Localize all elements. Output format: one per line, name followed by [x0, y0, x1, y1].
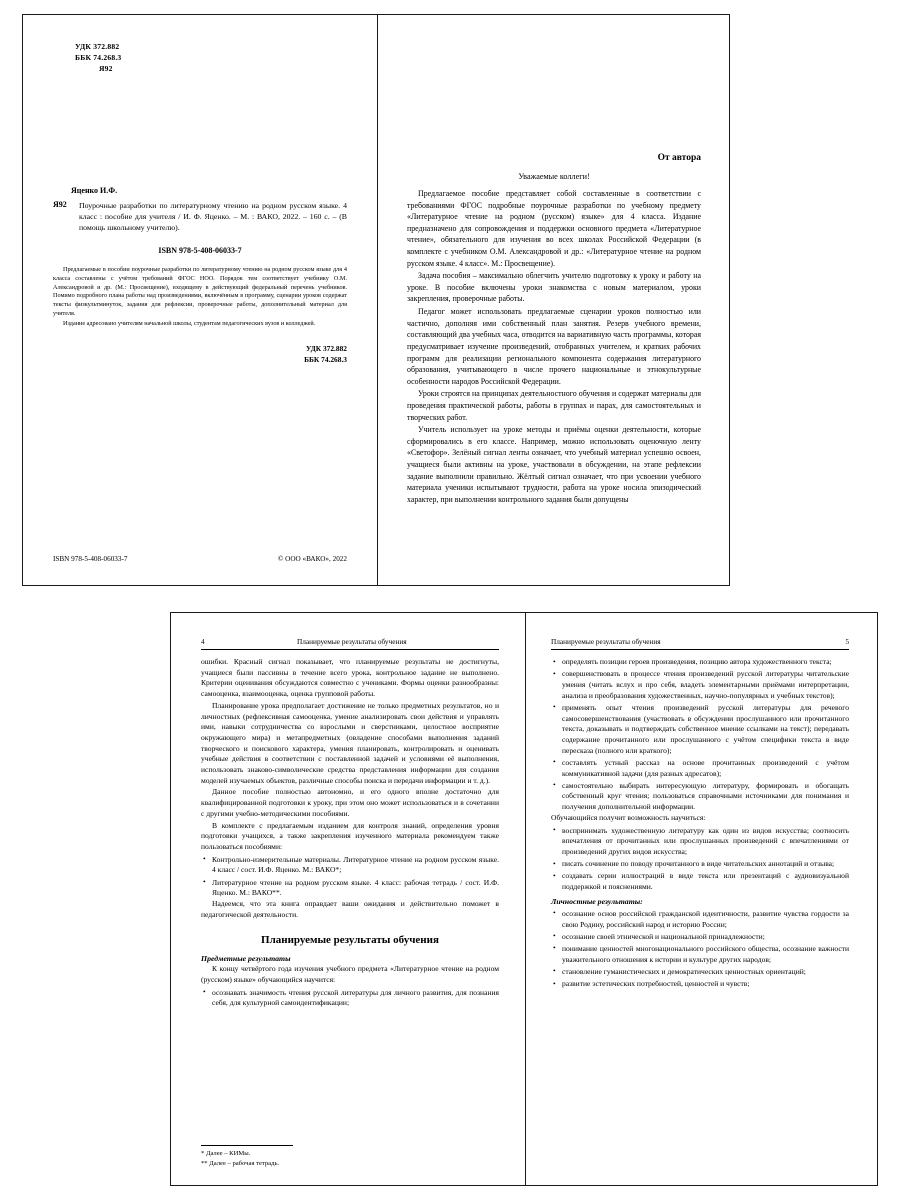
copyright-notice: © ООО «ВАКО», 2022: [277, 555, 347, 563]
page-title: От автора: [657, 153, 701, 163]
list-item: • писать сочинение по поводу прочитанного в виде читательских аннотаций и отзыва;: [551, 859, 849, 870]
page-4-body: [201, 657, 499, 920]
list-item: • развитие эстетических потребностей, ценностей и чувств;: [551, 979, 849, 990]
list-item: • Литературное чтение на родном русском языке. 4 класс: рабочая тетрадь / сост. И.Ф. Яценко. М.: ВАКО**.: [201, 878, 499, 899]
cip-description: Поурочные разработки по литературному чтению на родном русском языке. 4 класс : пособие для учителя / И. Ф. Яценко. – М. : ВАКО, 2022. – 160 с. – (В помощь школьному учителю).: [79, 201, 347, 233]
imprint-footer: [53, 555, 347, 563]
cip-record: [53, 200, 347, 233]
udk-code-repeat: УДК 372.882: [306, 343, 347, 353]
footnote-rule: [201, 1145, 293, 1146]
bbk-code: ББК 74.268.3: [75, 53, 122, 62]
header-rule: [201, 649, 499, 650]
author-preface-text: [407, 188, 701, 505]
udk-bbk-block: [53, 41, 347, 74]
body-paragraph: ошибки. Красный сигнал показывает, что планируемые результаты не достигнуты, учащиеся были пассивны в течение всего урока, контрольное задание не выполнено. Критерии оценивания обсуждаются совместно с учениками. Формы оценки разнообразны: самооценка, взаимооценка, оценка групповой работы.: [201, 657, 499, 699]
running-head-title: Планируемые результаты обучения: [551, 637, 661, 646]
annotation-paragraph: Предлагаемые в пособии поурочные разработки по литературному чтению на родном русском языке для 4 класса составлены с учётом требований ФГОС НОО. Порядок тем соответствует учебнику О.М. Александровой и др. (М.: Просвещение), входящему в действующий федеральный перечень учебников. Помимо подробного плана работы над произведениями, включённым в программу, сценарии уроков содержат тексты физкультминуток, задания для рефлексии, проверочные работы, дополнительный материал для учителя.: [53, 266, 347, 317]
preface-paragraph: Предлагаемое пособие представляет собой составленные в соответствии с требованиями ФГОС подробные поурочные разработки по учебному предмету «Литературное чтение на родном (русском) языке» для 4 класса. Издание предназначено для сопровождения и поддержки основного предмета «Литературное чтение», обязательного для изучения во всех школах Российской Федерации (в комплекте с учебником О.М. Александровой и др.: «Литературное чтение на родном русском языке. 4 класс». М.: Просвещение).: [407, 189, 701, 268]
related-manuals-list: [201, 855, 499, 899]
preface-paragraph: Учитель использует на уроке методы и приёмы оценки деятельности, которые сформировались в его классе. Например, можно использовать оценочную ленту «Светофор». Зелёный сигнал ленты означает, что учебный материал успешно освоен, учащиеся были активны на уроке, участвовали в обсуждении, на этапе рефлексии задание выполнили правильно. Жёлтый сигнал означает, что при усвоении учебного материала ученики испытывают трудности, работа на уроке носила эпизодический характер, при выполнении контрольного задания были допущены: [407, 425, 701, 504]
list-item: • понимание ценностей многонационального российского общества, осознание важности уважительного отношения к истории и культуре других народов;: [551, 944, 849, 965]
body-paragraph: Данное пособие полностью автономно, и его одного вполне достаточно для квалифицированной подготовки к уроку, при этом оно может использоваться и в сочетании с другими учебно-методическими пособиями.: [201, 787, 499, 818]
page-number: 4: [201, 637, 205, 646]
list-item: • определять позиции героев произведения, позицию автора художественного текста;: [551, 657, 849, 668]
page-number: 5: [845, 637, 849, 646]
udk-code: УДК 372.882: [75, 42, 120, 51]
footnote-2: ** Далее – рабочая тетрадь.: [201, 1160, 280, 1168]
annotation-block: [53, 266, 347, 329]
preface-paragraph: Уроки строятся на принципах деятельностного обучения и содержат материалы для проведения практической работы, работы в группах и парах, для самостоятельных и творческих работ.: [407, 389, 701, 422]
list-item: • осознавать значимость чтения русской литературы для личного развития, для познания себя, для культурной самоидентификации;: [201, 988, 499, 1009]
page-copyright: [23, 15, 377, 585]
header-rule: [551, 649, 849, 650]
body-paragraph: Планирование урока предполагает достижение не только предметных результатов, но и личностных (рефлексивная самооценка, умение анализировать свои действия и управлять ими, навыки сотрудничества со взрослыми и сверстниками, целостное восприятие окружающего мира) и метапредметных (овладение способами выполнения заданий творческого и поискового характера, умения планировать, контролировать и оценивать учебные действия в соответствии с поставленной задачей и условиями её выполнения, использовать знаково-символические средства представления информации для создания моделей изучаемых объектов, различные способы поиска и передачи информации и т. д.).: [201, 700, 499, 785]
isbn-footer: ISBN 978-5-408-06033-7: [53, 555, 128, 563]
author-name: Яценко И.Ф.: [71, 186, 118, 195]
page-5-body: [551, 657, 849, 990]
page-4-lead: [201, 964, 499, 1009]
preface-paragraph: Педагог может использовать предлагаемые сценарии уроков полностью или частично, дополняя ими собственный план занятия. Резерв учебного времени, составляющий два учебных часа, отводится на вариативную часть программы, которая предусматривает изучение произведений, отобранных учителем, и кратких рабочих программ для реализации регионального компонента содержания литературного образования, учитывающего в числе прочего национальные и этнокультурные особенности народов Российской Федерации.: [407, 307, 701, 386]
shelf-code: Я92: [99, 64, 113, 73]
predmetnye-list: [201, 988, 499, 1009]
list-item: • самостоятельно выбирать интересующую литературу, формировать и обогащать собственный круг чтения; пользоваться справочными источниками для понимания и получения дополнительной информации.: [551, 781, 849, 813]
subheading-personal-results: Личностные результаты:: [551, 896, 643, 906]
running-head-title: Планируемые результаты обучения: [296, 637, 407, 646]
preface-paragraph: Задача пособия – максимально облегчить учителю подготовку к уроку и работу на уроке. В пособие включены уроки знакомства с новым материалом, уроки закрепления, проверочные работы.: [407, 271, 701, 304]
udk-bbk-repeat: [53, 343, 347, 365]
closing-paragraph: Надеемся, что эта книга оправдает ваши ожидания и действительно поможет в педагогической деятельности.: [201, 898, 499, 919]
page-5: [525, 613, 879, 1185]
page-4: [171, 613, 525, 1185]
footnotes: [201, 1145, 491, 1169]
list-item: • применять опыт чтения произведений русской литературы для речевого самосовершенствования (участвовать в обсуждении прослушанного или прочитанного текста, доказывать и подтверждать собственное мнение ссылками на текст); передавать содержание прочитанного или прослушанного с учётом специфики текста в виде пересказа (полного или краткого);: [551, 703, 849, 757]
book-spread-front-matter: [22, 14, 730, 586]
bbk-code-repeat: ББК 74.268.3: [304, 355, 347, 364]
opportunity-list: [551, 826, 849, 893]
running-head-right: [551, 637, 849, 646]
isbn-main: ISBN 978-5-408-06033-7: [158, 246, 242, 256]
footnote-1: * Далее – КИМы.: [201, 1150, 251, 1158]
section-title: Планируемые результаты обучения: [261, 934, 439, 947]
annotation-paragraph: Издание адресовано учителям начальной школы, студентам педагогических вузов и колледжей.: [63, 320, 316, 328]
list-item: • совершенствовать в процессе чтения произведений русской литературы читательские умения (читать вслух и про себя, владеть элементарными приёмами интерпретации, анализа и преобразования художественных, научно-популярных и учебных текстов);: [551, 669, 849, 701]
list-item: • создавать серии иллюстраций в виде текста или презентаций с аудиовизуальной поддержкой и пояснениями.: [551, 871, 849, 892]
list-item: • осознание своей этнической и национальной принадлежности;: [551, 932, 849, 943]
running-head-left: [201, 637, 499, 646]
subsection-title: Предметные результаты: [201, 954, 291, 964]
list-item: • осознание основ российской гражданской идентичности, развитие чувства гордости за свою Родину, российский народ и историю России;: [551, 909, 849, 930]
list-item: • Контрольно-измерительные материалы. Литературное чтение на родном русском языке. 4 класс / сост. И.Ф. Яценко. М.: ВАКО*;: [201, 855, 499, 876]
list-item: • воспринимать художественную литературу как один из видов искусства; соотносить впечатления от прочитанных или прослушанных произведений с впечатлениями от произведений других видов искусства;: [551, 826, 849, 858]
greeting-line: Уважаемые коллеги!: [518, 172, 590, 181]
page-from-the-author: [377, 15, 731, 585]
body-paragraph: В комплекте с предлагаемым изданием для контроля знаний, определения уровня подготовки учащихся, а также закрепления изученного материала рекомендуем также пользоваться пособиями:: [201, 820, 499, 851]
lead-paragraph: К концу четвёртого года изучения учебного предмета «Литературное чтение на родном (русском) языке» обучающийся научится:: [201, 964, 499, 985]
predmetnye-list-continued: [551, 657, 849, 813]
list-item: • становление гуманистических и демократических ценностных ориентаций;: [551, 967, 849, 978]
subheading-opportunity: Обучающийся получит возможность научиться:: [551, 812, 706, 822]
book-spread-pages-4-5: [170, 612, 878, 1186]
cip-shelf-code: Я92: [53, 200, 67, 209]
list-item: • составлять устный рассказ на основе прочитанных произведений с учётом коммуникативной задачи (для разных адресатов);: [551, 758, 849, 779]
personal-results-list: [551, 909, 849, 990]
